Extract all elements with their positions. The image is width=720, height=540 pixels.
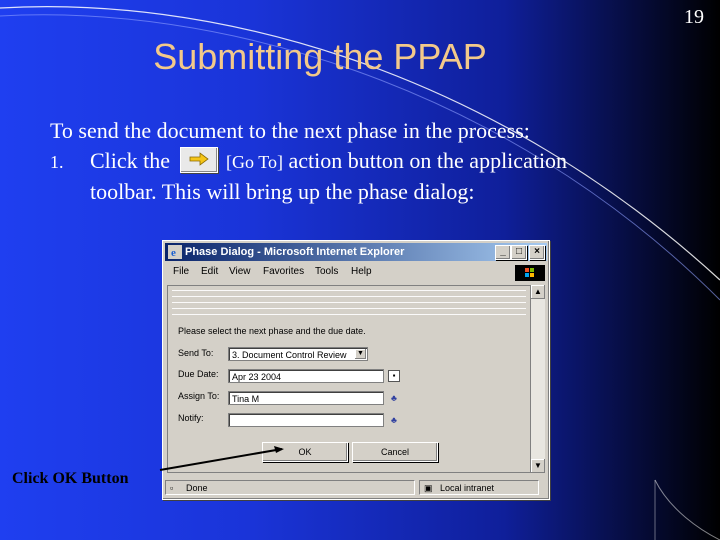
step-number: 1.	[50, 152, 64, 172]
arrow-right-icon	[189, 152, 209, 166]
status-zone-panel	[419, 480, 539, 495]
step-line-2: toolbar. This will bring up the phase dialog:	[90, 179, 475, 204]
assign-to-value: Tina M	[232, 394, 260, 404]
goto-button-image	[180, 147, 218, 173]
instruction-text: Please select the next phase and the due date.	[178, 326, 366, 336]
people-picker-icon[interactable]: ♣	[391, 415, 397, 425]
scroll-down-icon[interactable]: ▼	[531, 459, 545, 473]
dialog-content	[167, 285, 531, 473]
slide-number: 19	[684, 6, 704, 28]
menu-help[interactable]: Help	[351, 266, 372, 277]
menu-edit[interactable]: Edit	[201, 266, 219, 277]
notify-label: Notify:	[178, 413, 204, 423]
maximize-icon[interactable]: □	[511, 245, 527, 260]
chevron-down-icon[interactable]: ▼	[355, 349, 366, 359]
status-bar	[165, 479, 547, 497]
svg-text:e: e	[171, 247, 176, 259]
calendar-icon[interactable]: ▪	[388, 370, 400, 382]
minimize-icon[interactable]: _	[495, 245, 511, 260]
menu-file[interactable]: File	[173, 266, 190, 277]
notify-field[interactable]	[228, 413, 384, 427]
phase-dialog-window	[162, 240, 550, 500]
ie-icon	[168, 245, 182, 259]
intro-line: To send the document to the next phase in the process:	[50, 118, 530, 143]
step-code: [Go To]	[226, 152, 283, 172]
window-titlebar	[165, 243, 547, 261]
due-date-field[interactable]	[228, 369, 384, 383]
assign-to-field[interactable]	[228, 391, 384, 405]
due-date-value: Apr 23 2004	[232, 372, 282, 382]
menu-favorites[interactable]: Favorites	[263, 266, 305, 277]
window-title: Phase Dialog - Microsoft Internet Explorer	[185, 246, 405, 258]
status-left-panel	[165, 480, 415, 495]
people-picker-icon[interactable]: ♣	[391, 393, 397, 403]
step-prefix: Click the	[90, 148, 171, 173]
slide-title-text: Submitting the PPAP	[153, 36, 487, 77]
menu-bar	[165, 263, 547, 281]
slide-body	[50, 116, 567, 207]
step-suffix: action button on the application	[288, 148, 568, 173]
step-line-1	[50, 146, 567, 177]
page-icon: ▫	[170, 483, 174, 493]
header-stripes	[172, 290, 526, 316]
send-to-select[interactable]	[228, 347, 368, 361]
slide-title	[0, 36, 720, 78]
assign-to-label: Assign To:	[178, 391, 220, 401]
status-text: Done	[186, 483, 208, 493]
callout-label: Click OK Button	[12, 470, 129, 487]
send-to-value: 3. Document Control Review	[232, 350, 347, 360]
close-icon[interactable]: ×	[529, 245, 545, 260]
intranet-icon: ▣	[424, 483, 433, 493]
zone-text: Local intranet	[440, 483, 495, 493]
scroll-up-icon[interactable]: ▲	[531, 285, 545, 299]
menu-view[interactable]: View	[229, 266, 251, 277]
vertical-scrollbar[interactable]	[530, 285, 545, 473]
due-date-label: Due Date:	[178, 369, 219, 379]
windows-logo-icon	[515, 265, 545, 281]
send-to-label: Send To:	[178, 348, 214, 358]
menu-tools[interactable]: Tools	[315, 266, 339, 277]
ok-button[interactable]: OK	[262, 442, 348, 462]
cancel-button[interactable]: Cancel	[352, 442, 438, 462]
